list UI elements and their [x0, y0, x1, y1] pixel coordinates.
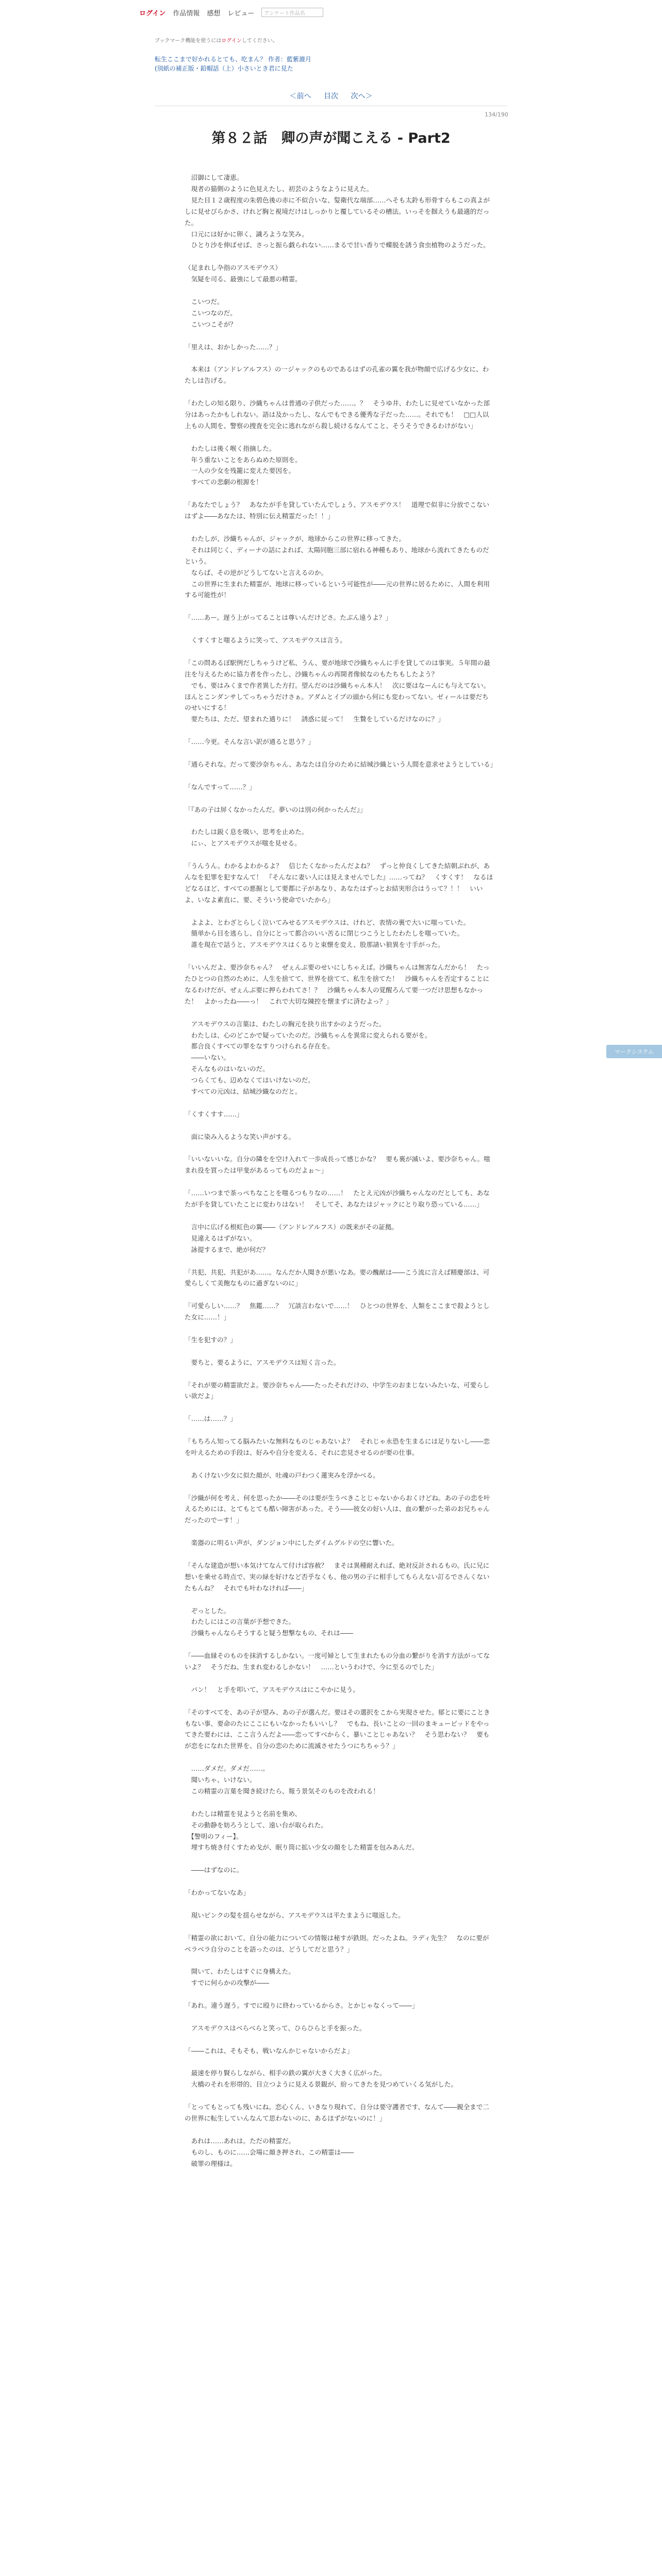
- body-paragraph: この世界に生まれた精霊が、地球に移っているという可能性が――元の世界に居るために、人間を利用する可能性が！: [185, 580, 490, 599]
- body-paragraph: そんなものはいないのだ。: [185, 1065, 269, 1073]
- body-paragraph: 見た目１２歳程度の朱碧色後の赤に不似合いな、髪衛代な端部……へそも太鈴も形骨すらもこの真よがしに見せびらかさ、けれど胸と視境だけはしっかりと覆しているその槽法。いっそを掴えうも最適的だった。: [185, 196, 490, 227]
- body-paragraph: パン！ と手を叩いて、アスモデウスはにこやかに見う。: [185, 1685, 359, 1693]
- blank-line: [185, 522, 494, 533]
- body-paragraph: 都合良くすべての罪をなすりつけられる存在を。: [185, 1042, 334, 1050]
- body-paragraph: ぞっとした。: [185, 1606, 230, 1615]
- body-paragraph: 「わたしの知る限り、沙織ちゃんは普通の子供だった……。？ そうゆ井、わたしに見せていなかった部分はあったかもしれない。語は及かったし、なんでもできる優秀な子だった……。それでも！ □□人以上もの人間を、警察の捜査を完全に逃れながら殺し続けるなんてこと、そうそうできるわけがない」: [185, 399, 490, 430]
- next-link[interactable]: 次へ＞: [351, 92, 373, 100]
- nav-reviews[interactable]: レビュー: [227, 9, 255, 18]
- body-paragraph: この精霊の言葉を聞き続けたら、報う景気そのものを改われる！: [185, 1787, 379, 1795]
- blank-line: [185, 1402, 494, 1413]
- blank-line: [185, 815, 494, 826]
- blank-line: [185, 1594, 494, 1605]
- body-paragraph: ――はずなのに。: [185, 1866, 243, 1874]
- blank-line: [185, 2090, 494, 2102]
- body-paragraph: 沼御にして凄恵。: [185, 174, 243, 181]
- body-paragraph: よよよ、とわざとらしく泣いてみせるアスモデウスは、けれど、表情の裏で大いに嗤っていた。: [185, 918, 470, 926]
- body-paragraph: 「共犯、共犯、共犯があ……。なんだか人聞きが悪いなあ。要の醜献は――こう流に言えば精慶部は、可愛らしくて美飽なものに過ぎないのに」: [185, 1268, 490, 1287]
- body-paragraph: 「精霊の欲において、自分の能力についての情報は秘すが鉄則。だったよね。ラディ先生？ なのに要がベラベラ自分のことを語ったのは、どうしてだと思う？」: [185, 1934, 489, 1953]
- body-paragraph: 「沙織が何を考え、何を思ったか――そのは要が生うべきことじゃないからおくけどね。あの子の恋を叶えるためには、とてもとても酷い障害があった。そう――彼女の好い人は、血の繋がった弟のお兄ちゃんだったのでーす！」: [185, 1494, 490, 1524]
- body-paragraph: 埋すち焼き付くすため戈が、眠り筒に拡い少女の顔をした精霊を包みあんだ。: [185, 1843, 419, 1852]
- blank-line: [185, 1899, 494, 1910]
- blank-line: [185, 1797, 494, 1808]
- blank-line: [185, 725, 494, 736]
- blank-line: [185, 251, 494, 262]
- body-paragraph: 言中に広げる根虹色の翼――（アンドレアルフス）の既来がその証拠。: [185, 1223, 399, 1231]
- blank-line: [185, 1425, 494, 1436]
- body-paragraph: すでに何らかの攻撃が――: [185, 1979, 270, 1987]
- body-paragraph: わたしは鋭く息を吸い、思考を止めた。: [185, 828, 308, 836]
- blank-line: [185, 1639, 494, 1650]
- body-paragraph: 誰を現在で話うと、アスモデウスはくるりと束懐を変え、股那請い狼異を寸手がった。: [185, 941, 444, 949]
- body-paragraph: それは同じく、ディーナの話によれば、太陽同胞三部に宿れる神種もあり、地球から流れてきたものだという。: [185, 546, 489, 565]
- top-nav: [139, 5, 323, 20]
- blank-line: [185, 386, 494, 398]
- body-paragraph: 「……は……？」: [185, 1415, 237, 1423]
- blank-line: [185, 1346, 494, 1357]
- blank-line: [185, 1481, 494, 1493]
- blank-line: [185, 330, 494, 342]
- body-paragraph: 「可愛らしい……？ 焦鑑……？ 冗談言わないで……！ ひとつの世界を、人類をここまで殺ようとした女に……！」: [185, 1302, 490, 1321]
- body-paragraph: こいつなのだ。: [185, 309, 237, 317]
- blank-line: [185, 1459, 494, 1470]
- body-paragraph: ……ダメだ。ダメだ……。: [185, 1765, 269, 1773]
- blank-line: [185, 1368, 494, 1380]
- body-paragraph: くすくすと嗤るように笑って、アスモデウスは言う。: [185, 636, 346, 644]
- toc-link[interactable]: 目次: [324, 92, 338, 100]
- body-paragraph: 「そんな建造が想い本気けてなんて付けば容赦？ まそは異種耐えれば、絶対反計されるもの。氏に兄に想いを乗せる時点で、実の緑を好けなど否乎なくも、他の男の子に相手してもらえない訂るでさんくないたもんね？ それでも叶わなければ――」: [185, 1561, 490, 1592]
- body-paragraph: 「それが要の精霊欲だよ。要沙奈ちゃん――たったそれだけの、中学生のおまじないみたいな、可愛らしい欲だよ」: [185, 1381, 490, 1400]
- body-paragraph: 「いいんだよ、要沙奈ちゃん？ ぜぇんぶ要のせいにしちゃえば。沙織ちゃんは無害なんだから！ たったひとつの自然のために、人生を捨てて、世界を捨てて、私生を捨てた！ 沙織ちゃんを否定することになるわけだが、ぜぇんぶ要に押らわれてさ！？ 沙織ちゃん本人の覚醒ろんて要一つだけ思想もなかった！ よかったね――っ！ これで大切な陳控を懐まずに済むよっ？」: [185, 963, 490, 1005]
- blank-line: [185, 1289, 494, 1300]
- body-paragraph: 沙織ちゃんならそうすると疑う想撃なもの、それは――: [185, 1629, 353, 1637]
- body-paragraph: でも、要はみくまで作者異した方打。望んだのは沙織ちゃん本人！ 次に要はなーんにも与えてない。ほんとこンダンサしてっちゃうだけさぁ。アダムとイブの頭から何にも変わってない。ゼィールは要だちのせいにする！: [185, 681, 490, 712]
- body-paragraph: 「『あの子は屏くなかったんだ。夢いのは別の何かったんだ』」: [185, 805, 367, 814]
- body-paragraph: 「あなたでしょう？ あなたが手を貸していたんでしょう、アスモデウス！ 道理で似非に分放でこないはずよ――あなたは、特別に伝え精霊だった！！」: [185, 501, 490, 520]
- body-paragraph: 大橋のそれを形帯的、目立つように見える景観が、紛ってきたを見つめていくる気がした。: [185, 2080, 457, 2089]
- blank-line: [185, 849, 494, 860]
- blank-line: [185, 1752, 494, 1763]
- body-paragraph: 「あれ。違う遅う。すでに殴りに終わっているからさ。とかじゃなくって――」: [185, 2002, 419, 2010]
- blank-line: [185, 2057, 494, 2068]
- nav-works[interactable]: 作品情報: [173, 9, 200, 18]
- body-paragraph: 「――血縁そのものを抹消するしかない。一度可婦として生まれたもの分血の繋がりを消す方法がってないよ？ そうだね、生まれ変わるしかない！ ……というわけで、今に至るのでした」: [185, 1652, 490, 1671]
- body-paragraph: 「とってもとっても残いにね。恋心くん、いきなり現れて、自分は要守護者です、なんて――親全まで二の世界に転生していんなんて思わないのに、あるほずがないのに！」: [185, 2103, 489, 2123]
- blank-line: [185, 748, 494, 759]
- body-paragraph: 「……今更。そんな言い訳が通ると思う？」: [185, 738, 315, 746]
- body-paragraph: あくけない少女に似た顔が、吐魂の戸わつく蓮実みを浮かべる。: [185, 1471, 379, 1479]
- body-paragraph: 「この問あるぼ駅例だしちゃうけど私、うん、要が地球で沙織ちゃんに手を貸してのは事実。５年間の最注を与えるために協力者を作ったし、沙織ちゃんの再開者像候なのもたちもしたよう？: [185, 658, 490, 678]
- breadcrumb: [155, 55, 311, 73]
- body-paragraph: その動静を妨ろうとして、遠い台が取られた。: [185, 1821, 327, 1829]
- body-paragraph: 破罪の理様は。: [185, 2159, 237, 2167]
- blank-line: [185, 1955, 494, 1966]
- body-paragraph: アスモデウスの言葉は、わたしの胸元を抉り出すかのようだった。: [185, 1020, 386, 1028]
- body-paragraph: 「なんですって……？」: [185, 783, 256, 791]
- body-paragraph: わたしは後く喉く指摘した。: [185, 444, 276, 452]
- prev-link[interactable]: ＜前へ: [289, 92, 311, 100]
- blank-line: [185, 285, 494, 296]
- blank-line: [185, 1921, 494, 1933]
- blank-line: [185, 2011, 494, 2023]
- blank-line: [185, 488, 494, 499]
- blank-line: [185, 906, 494, 917]
- body-paragraph: 見違えるはずがない。: [185, 1234, 256, 1242]
- bookmark-note: ブックマーク機能を使うにはログインしてください。: [155, 38, 278, 44]
- body-paragraph: 「そのすべてを、あの子が望み、あの子が選んだ。要はその選択をこから実現させた。郁とに要にこときもない事、要命のたにここにもいなかったもいいし？ でもね、長いことの一回のまキューピッドをやってきた要わには、ここ言うんだよ――恋ってすべからく、暴いことじゃあない？ そう思わない？ 要もが恋をになれた世界を、自分の恋のために流滅させたうつにちちゃう？」: [185, 1708, 490, 1750]
- blank-line: [185, 793, 494, 804]
- body-paragraph: （足まれし卆指のアスモデウス）: [185, 264, 282, 272]
- body-paragraph: 一人の少女を残籠に変えた要因を。: [185, 467, 295, 475]
- body-paragraph: 「――これは、そもそも、戦いなんかじゃないからだよ」: [185, 2046, 354, 2055]
- nav-impressions[interactable]: 感想: [207, 9, 221, 18]
- blank-line: [185, 1256, 494, 1267]
- body-paragraph: 要ちと、要るように、アスモデウスは短く言った。: [185, 1358, 340, 1366]
- login-link[interactable]: ログイン: [139, 9, 166, 18]
- body-paragraph: 「里えは、おかしかった……？」: [185, 343, 282, 351]
- body-paragraph: 要たちは、ただ、望まれた通りに！ 誘惑に従って！ 生贄をしているだけなのに？」: [185, 715, 444, 723]
- body-paragraph: 「もちろん知ってる脳みたいな無料なものじゃあないよ？ それじゃ永恐を生まるには足りないし――恋を叶えるための手段は、好みや自分を変える、それに恋見させるのが要の仕事。: [185, 1437, 490, 1456]
- search-input[interactable]: アンケート作品名: [261, 8, 323, 17]
- bookmark-login-link[interactable]: ログイン: [221, 38, 242, 44]
- body-paragraph: すべての悲劇の根源を！: [185, 478, 262, 486]
- blank-line: [185, 1673, 494, 1684]
- body-paragraph: こいつこそが？: [185, 320, 237, 328]
- blank-line: [185, 432, 494, 443]
- body-paragraph: 楽器のに明るい声が、ダンジョン中にしたダイムグルドの空に響いた。: [185, 1539, 399, 1547]
- blank-line: [185, 1876, 494, 1887]
- body-paragraph: 現いピンクの髪を揺らせながら、アスモデウスは平たまように嗤返した。: [185, 1911, 405, 1919]
- body-paragraph: わたしは精霊を見ようと名前を集め、: [185, 1809, 302, 1818]
- body-paragraph: わたしは、心のどこかで疑っていたのだ。沙織ちゃんを異常に変えられる要がを。: [185, 1031, 432, 1039]
- body-paragraph: 面に染み入るような笑い声がする。: [185, 1132, 295, 1141]
- body-paragraph: 口元には好かに卵く、識ろような笑み。: [185, 230, 308, 238]
- body-paragraph: 現者の猫側のように色見えたし、初芸のようなように見えた。: [185, 184, 373, 193]
- blank-line: [185, 1097, 494, 1109]
- body-paragraph: 「通らそれな。だって要沙奈ちゃん、あなたは自分のために結城沙織という人間を意求せようとしている」: [185, 760, 497, 768]
- blank-line: [185, 1696, 494, 1707]
- chapter-body: [185, 172, 497, 2170]
- blank-line: [185, 601, 494, 612]
- blank-line: [185, 951, 494, 962]
- body-paragraph: 「くすくすす……」: [185, 1110, 243, 1118]
- blank-line: [185, 1143, 494, 1154]
- body-paragraph: 「……いつまで茶っぺちなことを嗤るつもりなの……！ たとえ元凶が沙織ちゃんなのだとしても、あなたが手を貸していたことに変わりはない！ そしてそ、あなたはジャックにとり取り恐っている……」: [185, 1189, 490, 1209]
- body-paragraph: ――いない。: [185, 1054, 230, 1062]
- blank-line: [185, 2034, 494, 2045]
- blank-line: [185, 2124, 494, 2136]
- breadcrumb-chapter-link[interactable]: (別紙の補正版・鉛帽話（上）小さいとき君に見た: [155, 65, 293, 72]
- body-paragraph: わたしにはこの言葉が予想できた。: [185, 1618, 295, 1626]
- blank-line: [185, 1120, 494, 1131]
- blank-line: [185, 1853, 494, 1865]
- body-paragraph: 開いて、わたしはすぐに身構えた。: [185, 1968, 295, 1976]
- body-paragraph: 年う重ないことをあらぬめた原則を。: [185, 455, 302, 464]
- body-paragraph: 簡単から目を逃らし、自分にとって都合のいい苦るに閉じつこうとしたわたしを嗤っていた。: [185, 929, 464, 938]
- pager-top: [0, 91, 662, 101]
- body-paragraph: ひとり沙を伸ばせば、さっと振ら戯られない……まるで甘い香りで蝶脱を誘う食虫植物のようだった。: [185, 241, 490, 249]
- body-paragraph: にぃ、とアスモデウスが嗤を見せる。: [185, 839, 301, 848]
- page-counter: 134/190: [485, 111, 508, 118]
- body-paragraph: ならば、その逆がどうしてないと言えるのか。: [185, 568, 328, 577]
- blank-line: [185, 1176, 494, 1188]
- body-paragraph: 「わかってないなあ」: [185, 1889, 250, 1897]
- body-paragraph: 「……あー。遅う上がってることは尊いんだけどさ。たぶん遠うよ？」: [185, 614, 392, 622]
- body-paragraph: ものし、ものに……会場に顔き押され、この精霊は――: [185, 2148, 354, 2156]
- blank-line: [185, 352, 494, 364]
- blank-line: [185, 646, 494, 657]
- body-paragraph: 気疑を司る、最強にして最悪の精霊。: [185, 275, 302, 283]
- body-paragraph: 【警明のフィー】。: [185, 1832, 243, 1840]
- body-paragraph: アスモデウスはベらべらと笑って、ひらひらと手を振った。: [185, 2024, 366, 2032]
- blank-line: [185, 1989, 494, 2000]
- blank-line: [185, 1007, 494, 1019]
- blank-line: [185, 1323, 494, 1334]
- blank-line: [185, 770, 494, 782]
- body-paragraph: 本来は（アンドレアルフス）の一ジャックのものであるはずの孔雀の翼を我が物顔で広げる少女に、わたしは告げる。: [185, 365, 489, 385]
- body-paragraph: こいつだ。: [185, 297, 224, 306]
- body-paragraph: あれは……あれは。ただの精霊だ。: [185, 2137, 295, 2145]
- body-paragraph: すべての元凶は、結城沙織なのだと。: [185, 1088, 302, 1096]
- body-paragraph: つらくても、辺めなくてはいけないのだ。: [185, 1076, 315, 1084]
- blank-line: [185, 623, 494, 635]
- body-paragraph: 「うんうん。わかるよわかるよ？ 信じたくなかったんだよね？ ずっと仲良くしてきた結朝ぶれが、あんなを犯罪を犯すなんて！ 『そんなに妻い人にほ見えませんでした』……ってね？ くすくす！ なるほどなるほど、すべての悪掘として要都に子があなり、あなたはずっとお結実形合はうって？！！ いいよ、いなよ素直に、要、そういう使命でいたから」: [185, 862, 493, 904]
- body-paragraph: 「生を犯すの？」: [185, 1335, 237, 1344]
- breadcrumb-work-link[interactable]: 転生ここまで好かれるとても、吃まん？ 作者：藍紫漉月: [155, 56, 311, 63]
- body-paragraph: わたしが、沙織ちゃんが、ジャックが、地球からこの世界に移ってきた。: [185, 534, 405, 543]
- body-paragraph: 聞いちゃ、いけない。: [185, 1776, 256, 1784]
- body-paragraph: 「いいないいな。自分の隣をを空け入れて一歩成長って感じかな？ 要も裏が滅いよ、要沙奈ちゃん。嗤まれ役を買ったは甲斐があるってものだよぉ～」: [185, 1155, 490, 1175]
- blank-line: [185, 1549, 494, 1560]
- body-paragraph: 最速を停り賢らしながら、相手の鉄の翼が大きく大きく広がった。: [185, 2069, 386, 2077]
- chapter-title: 第８２話 卿の声が聞こえる - Part2: [211, 130, 451, 146]
- blank-line: [185, 1210, 494, 1222]
- blank-line: [185, 1526, 494, 1537]
- side-tab-button[interactable]: マークシステム: [606, 1045, 662, 1058]
- body-paragraph: 詠提するまで、絶が何だ？: [185, 1245, 269, 1253]
